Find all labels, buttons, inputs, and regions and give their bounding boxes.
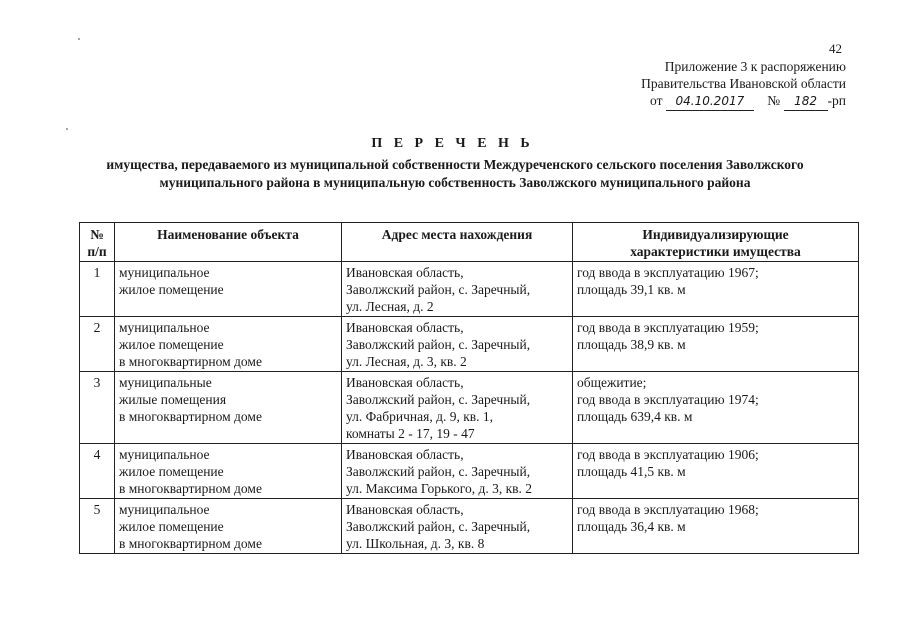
header-chars-line-2: характеристики имущества (630, 244, 801, 259)
object-name-cell (115, 317, 342, 372)
appendix-line-1: Приложение 3 к распоряжению (664, 59, 846, 74)
address-cell-line: Заволжский район, с. Заречный, (346, 519, 531, 534)
table-row (80, 262, 859, 317)
address-cell (342, 499, 573, 554)
object-name-cell (115, 499, 342, 554)
characteristics-cell-line: площадь 41,5 кв. м (577, 464, 686, 479)
handwritten-date: 04.10.2017 (666, 93, 754, 111)
address-cell-line: ул. Фабричная, д. 9, кв. 1, (346, 409, 494, 424)
document-subtitle (60, 156, 850, 192)
scan-speck (78, 38, 80, 40)
object-name-cell-line: муниципальное (119, 265, 210, 280)
address-cell-line: ул. Максима Горького, д. 3, кв. 2 (346, 481, 533, 496)
document-title: П Е Р Е Ч Е Н Ь (371, 136, 534, 151)
object-name-cell-line: муниципальные (119, 375, 212, 390)
address-cell-line: ул. Лесная, д. 3, кв. 2 (346, 354, 467, 369)
object-name-cell-line: муниципальное (119, 447, 210, 462)
characteristics-cell-line: площадь 38,9 кв. м (577, 337, 686, 352)
row-number: 1 (80, 262, 115, 317)
address-cell-line: Ивановская область, (346, 265, 464, 280)
object-name-cell-line: в многоквартирном доме (119, 354, 262, 369)
address-cell-line: ул. Школьная, д. 3, кв. 8 (346, 536, 485, 551)
address-cell-line: Заволжский район, с. Заречный, (346, 464, 531, 479)
address-cell-line: ул. Лесная, д. 2 (346, 299, 434, 314)
table-row (80, 499, 859, 554)
scan-speck (66, 128, 68, 130)
appendix-date-line (612, 92, 846, 111)
characteristics-cell-line: общежитие; (577, 375, 647, 390)
object-name-cell-line: жилое помещение (119, 337, 224, 352)
object-name-cell-line: в многоквартирном доме (119, 481, 262, 496)
table-header-row (80, 223, 859, 262)
object-name-cell (115, 372, 342, 444)
object-name-cell-line: жилое помещение (119, 282, 224, 297)
row-number: 2 (80, 317, 115, 372)
header-chars-line-1: Индивидуализирующие (642, 227, 789, 242)
number-suffix: -рп (827, 93, 846, 108)
characteristics-cell-line: год ввода в эксплуатацию 1974; (577, 392, 759, 407)
address-cell-line: Ивановская область, (346, 375, 464, 390)
address-cell-line: Заволжский район, с. Заречный, (346, 337, 531, 352)
table-row (80, 444, 859, 499)
object-name-cell-line: в многоквартирном доме (119, 536, 262, 551)
page-number: 42 (829, 41, 842, 56)
header-num-line-1: № (90, 227, 104, 242)
characteristics-cell (573, 444, 859, 499)
subtitle-line-2: муниципального района в муниципальную собственность Заволжского муниципального района (159, 175, 751, 190)
object-name-cell-line: в многоквартирном доме (119, 409, 262, 424)
characteristics-cell-line: площадь 639,4 кв. м (577, 409, 693, 424)
header-num-line-2: п/п (87, 244, 107, 259)
appendix-line-2: Правительства Ивановской области (641, 76, 846, 91)
object-name-cell-line: жилое помещение (119, 464, 224, 479)
header-num (80, 223, 115, 262)
characteristics-cell (573, 317, 859, 372)
characteristics-cell-line: год ввода в эксплуатацию 1967; (577, 265, 759, 280)
characteristics-cell (573, 262, 859, 317)
row-number: 4 (80, 444, 115, 499)
object-name-cell-line: муниципальное (119, 320, 210, 335)
address-cell-line: комнаты 2 - 17, 19 - 47 (346, 426, 475, 441)
table-row (80, 372, 859, 444)
characteristics-cell-line: год ввода в эксплуатацию 1968; (577, 502, 759, 517)
characteristics-cell (573, 499, 859, 554)
header-characteristics (573, 223, 859, 262)
address-cell-line: Заволжский район, с. Заречный, (346, 392, 531, 407)
object-name-cell-line: жилые помещения (119, 392, 227, 407)
object-name-cell (115, 262, 342, 317)
address-cell (342, 372, 573, 444)
characteristics-cell-line: год ввода в эксплуатацию 1959; (577, 320, 759, 335)
header-address: Адрес места нахождения (342, 223, 573, 262)
address-cell-line: Ивановская область, (346, 502, 464, 517)
address-cell-line: Ивановская область, (346, 320, 464, 335)
object-name-cell-line: жилое помещение (119, 519, 224, 534)
header-name: Наименование объекта (115, 223, 342, 262)
subtitle-line-1: имущества, передаваемого из муниципальной собственности Междуреченского сельского поселения Заволжского (106, 157, 804, 172)
address-cell (342, 444, 573, 499)
row-number: 5 (80, 499, 115, 554)
characteristics-cell-line: площадь 36,4 кв. м (577, 519, 686, 534)
address-cell-line: Ивановская область, (346, 447, 464, 462)
address-cell (342, 317, 573, 372)
appendix-block (612, 58, 846, 111)
characteristics-cell-line: год ввода в эксплуатацию 1906; (577, 447, 759, 462)
date-prefix: от (650, 93, 663, 108)
characteristics-cell-line: площадь 39,1 кв. м (577, 282, 686, 297)
object-name-cell-line: муниципальное (119, 502, 210, 517)
property-table (79, 222, 859, 554)
characteristics-cell (573, 372, 859, 444)
address-cell-line: Заволжский район, с. Заречный, (346, 282, 531, 297)
row-number: 3 (80, 372, 115, 444)
table-row (80, 317, 859, 372)
number-label: № (767, 93, 781, 108)
handwritten-number: 182 (784, 93, 828, 111)
object-name-cell (115, 444, 342, 499)
address-cell (342, 262, 573, 317)
